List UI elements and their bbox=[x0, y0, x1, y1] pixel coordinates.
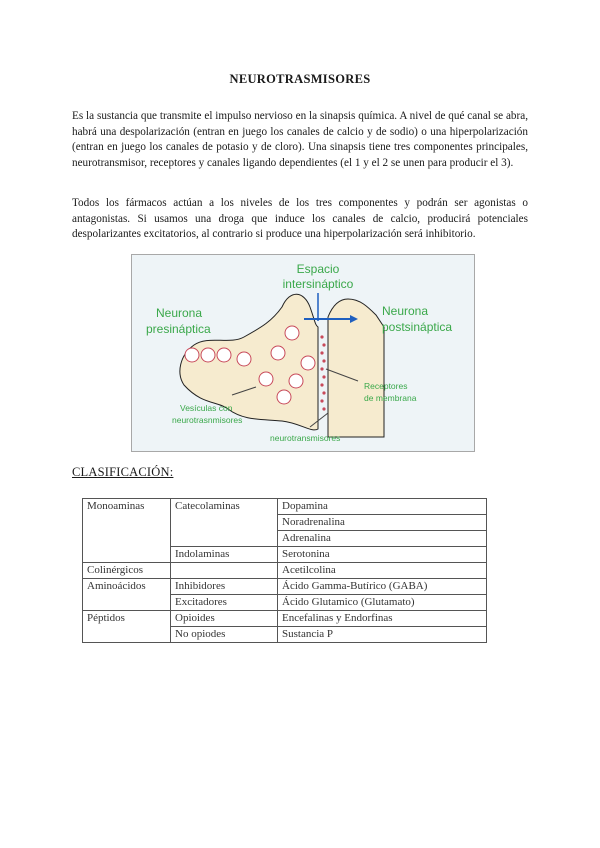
paragraph-drugs: Todos los fármacos actúan a los niveles de los tres componentes y podrán ser agonistas o antagonistas. Si usamos una droga que induce los canales de calcio, producirá potenciales despolarizantes excitatorios, al contrario si produce una hiperpolarización será inhibitorio. bbox=[72, 197, 528, 241]
label-space-2: intersináptico bbox=[282, 277, 354, 291]
classification-heading: CLASIFICACIÓN: bbox=[72, 465, 174, 479]
table-cell: Ácido Glutamico (Glutamato) bbox=[278, 595, 487, 611]
label-neurotransmitters: neurotransmisores bbox=[270, 433, 341, 443]
label-space-1: Espacio bbox=[296, 262, 340, 276]
table-cell: No opiodes bbox=[171, 627, 278, 643]
classification-table bbox=[82, 498, 487, 643]
table-cell: Opioides bbox=[171, 611, 278, 627]
table-cell: Dopamina bbox=[278, 499, 487, 515]
table-cell: Colinérgicos bbox=[83, 563, 171, 579]
label-pre-2: presináptica bbox=[146, 322, 211, 336]
table-cell: Sustancia P bbox=[278, 627, 487, 643]
table-cell: Acetilcolina bbox=[278, 563, 487, 579]
table-cell: Excitadores bbox=[171, 595, 278, 611]
table-cell bbox=[171, 563, 278, 579]
label-vesicles-1: Vesículas con bbox=[180, 403, 233, 413]
table-cell: Indolaminas bbox=[171, 547, 278, 563]
table-cell: Noradrenalina bbox=[278, 515, 487, 531]
label-receptors-2: de membrana bbox=[364, 393, 417, 403]
table-row bbox=[83, 499, 487, 515]
table-cell: Ácido Gamma-Butírico (GABA) bbox=[278, 579, 487, 595]
table-cell: Aminoácidos bbox=[83, 579, 171, 611]
table-cell: Catecolaminas bbox=[171, 499, 278, 547]
label-post-2: postsináptica bbox=[382, 320, 453, 334]
label-receptors-1: Receptores bbox=[364, 381, 408, 391]
label-vesicles-2: neurotrasnmisores bbox=[172, 415, 243, 425]
label-post-1: Neurona bbox=[382, 304, 429, 318]
paragraph-intro: Es la sustancia que transmite el impulso nervioso en la sinapsis química. A nivel de qué canal se abra, habrá una despolarización (entran en juego los canales de calcio y de sodio) o una hiperpolarización (entran en juego los canales de potasio y de cloro). Una sinapsis tiene tres componentes principales, neurotransmisor, receptores y canales ligando dependientes (el 1 y el 2 se unen para producir el 3). bbox=[72, 110, 528, 169]
table-cell: Serotonina bbox=[278, 547, 487, 563]
table-row bbox=[83, 579, 487, 595]
table-cell: Adrenalina bbox=[278, 531, 487, 547]
table-cell: Péptidos bbox=[83, 611, 171, 643]
table-cell: Monoaminas bbox=[83, 499, 171, 563]
label-pre-1: Neurona bbox=[156, 306, 203, 320]
document-title: NEUROTRASMISORES bbox=[229, 72, 371, 86]
table-cell: Encefalinas y Endorfinas bbox=[278, 611, 487, 627]
synapse-diagram bbox=[131, 254, 475, 452]
table-row bbox=[83, 563, 487, 579]
table-row bbox=[83, 611, 487, 627]
table-cell: Inhibidores bbox=[171, 579, 278, 595]
